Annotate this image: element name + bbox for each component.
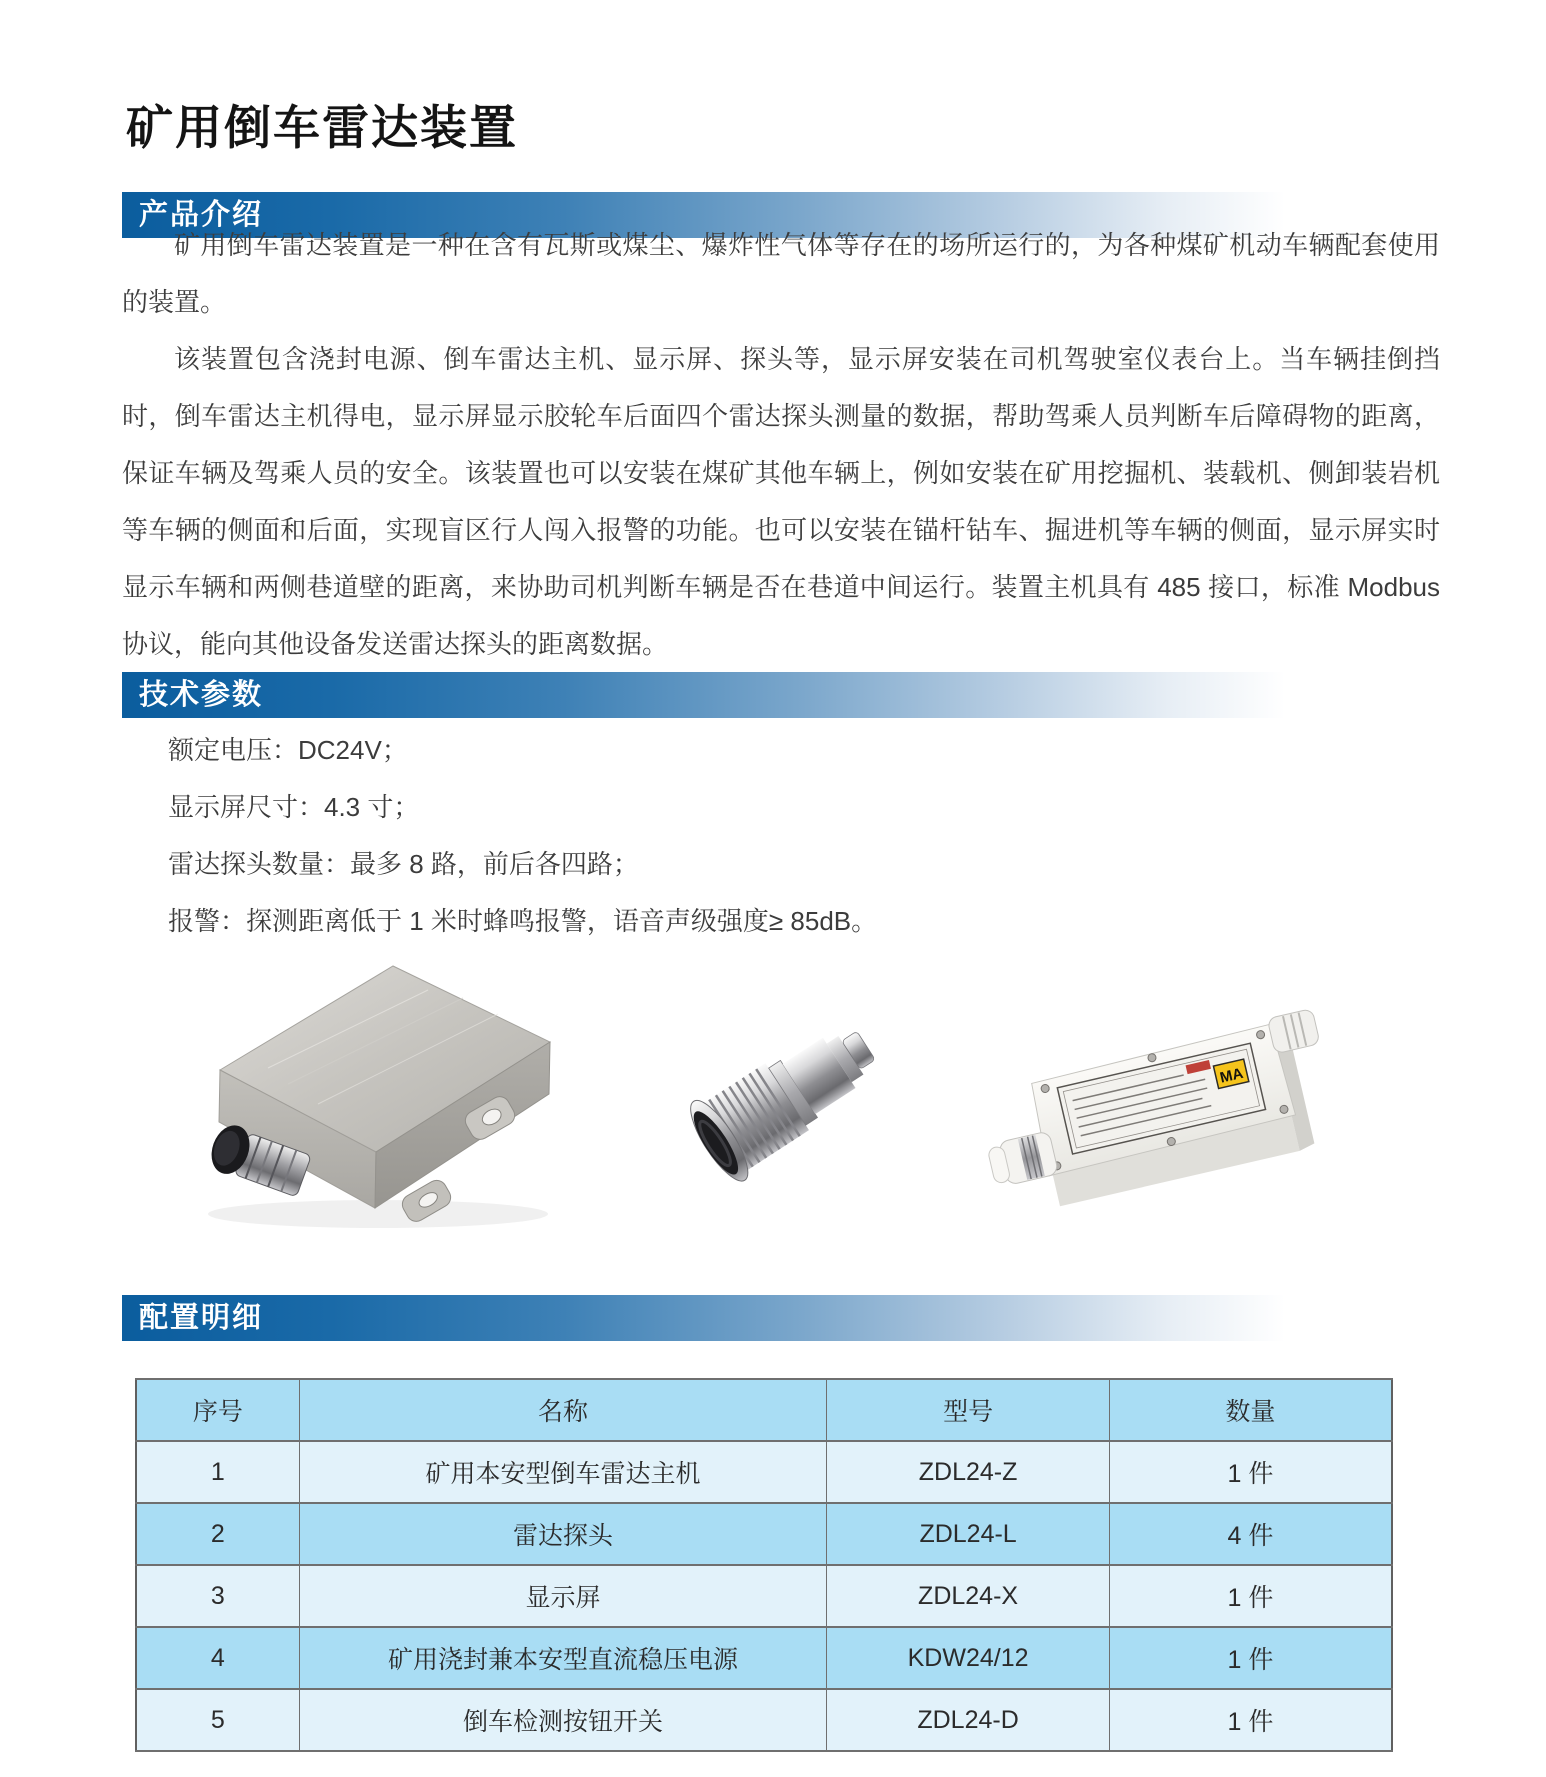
cell-name: 矿用浇封兼本安型直流稳压电源 <box>299 1627 827 1689</box>
radar-probe-photo <box>683 998 891 1210</box>
right-bushing <box>1267 1008 1320 1053</box>
cell-name: 倒车检测按钮开关 <box>299 1689 827 1751</box>
section-header-config <box>122 1295 1285 1341</box>
cell-model: ZDL24-X <box>827 1565 1110 1627</box>
intro-paragraph-2: 该装置包含浇封电源、倒车雷达主机、显示屏、探头等，显示屏安装在司机驾驶室仪表台上。当车辆挂倒挡时，倒车雷达主机得电，显示屏显示胶轮车后面四个雷达探头测量的数据，帮助驾乘人员判断车后障碍物的距离，保证车辆及驾乘人员的安全。该装置也可以安装在煤矿其他车辆上，例如安装在矿用挖掘机、装载机、侧卸装岩机等车辆的侧面和后面，实现盲区行人闯入报警的功能。也可以安装在锚杆钻车、掘进机等车辆的侧面，显示屏实时显示车辆和两侧巷道壁的距离，来协助司机判断车辆是否在巷道中间运行。装置主机具有 485 接口，标准 Modbus 协议，能向其他设备发送雷达探头的距离数据。 <box>122 344 1440 659</box>
col-header-name: 名称 <box>299 1379 827 1441</box>
col-header-qty: 数量 <box>1109 1379 1392 1441</box>
table-row <box>136 1627 1392 1689</box>
table-row <box>136 1565 1392 1627</box>
param-screen-size: 显示屏尺寸：4.3 寸； <box>168 792 420 822</box>
table-header-row <box>136 1379 1392 1441</box>
table-row <box>136 1441 1392 1503</box>
section-header-params <box>122 672 1285 718</box>
page-title: 矿用倒车雷达装置 <box>126 101 518 155</box>
section-header-intro-label: 产品介绍 <box>139 199 264 231</box>
cell-qty: 1 件 <box>1109 1627 1392 1689</box>
svg-text:MA: MA <box>1218 1064 1245 1087</box>
table-row <box>136 1689 1392 1751</box>
cell-no: 5 <box>136 1689 299 1751</box>
col-header-no: 序号 <box>136 1379 299 1441</box>
cell-no: 3 <box>136 1565 299 1627</box>
param-alarm: 报警：探测距离低于 1 米时蜂鸣报警，语音声级强度≥ 85dB。 <box>168 906 878 936</box>
cell-no: 4 <box>136 1627 299 1689</box>
intro-paragraph-1: 矿用倒车雷达装置是一种在含有瓦斯或煤尘、爆炸性气体等存在的场所运行的，为各种煤矿机动车辆配套使用的装置。 <box>122 230 1440 317</box>
table-row <box>136 1503 1392 1565</box>
cell-model: KDW24/12 <box>827 1627 1110 1689</box>
tech-params-list <box>168 722 877 950</box>
param-probe-count: 雷达探头数量：最多 8 路，前后各四路； <box>168 849 639 879</box>
configuration-table <box>135 1378 1393 1752</box>
cell-model: ZDL24-Z <box>827 1441 1110 1503</box>
left-bushing <box>986 1131 1058 1188</box>
cell-model: ZDL24-L <box>827 1503 1110 1565</box>
cell-name: 矿用本安型倒车雷达主机 <box>299 1441 827 1503</box>
cell-qty: 1 件 <box>1109 1689 1392 1751</box>
cell-name: 雷达探头 <box>299 1503 827 1565</box>
section-header-config-label: 配置明细 <box>139 1302 264 1334</box>
cell-no: 1 <box>136 1441 299 1503</box>
cell-qty: 1 件 <box>1109 1441 1392 1503</box>
cell-name: 显示屏 <box>299 1565 827 1627</box>
cell-qty: 4 件 <box>1109 1503 1392 1565</box>
col-header-model: 型号 <box>827 1379 1110 1441</box>
cell-no: 2 <box>136 1503 299 1565</box>
cell-model: ZDL24-D <box>827 1689 1110 1751</box>
main-unit-photo <box>178 952 570 1240</box>
power-supply-photo <box>980 992 1352 1236</box>
param-rated-voltage: 额定电压：DC24V； <box>168 735 408 765</box>
section-header-params-label: 技术参数 <box>139 679 264 711</box>
intro-paragraphs <box>122 217 1440 673</box>
cell-qty: 1 件 <box>1109 1565 1392 1627</box>
